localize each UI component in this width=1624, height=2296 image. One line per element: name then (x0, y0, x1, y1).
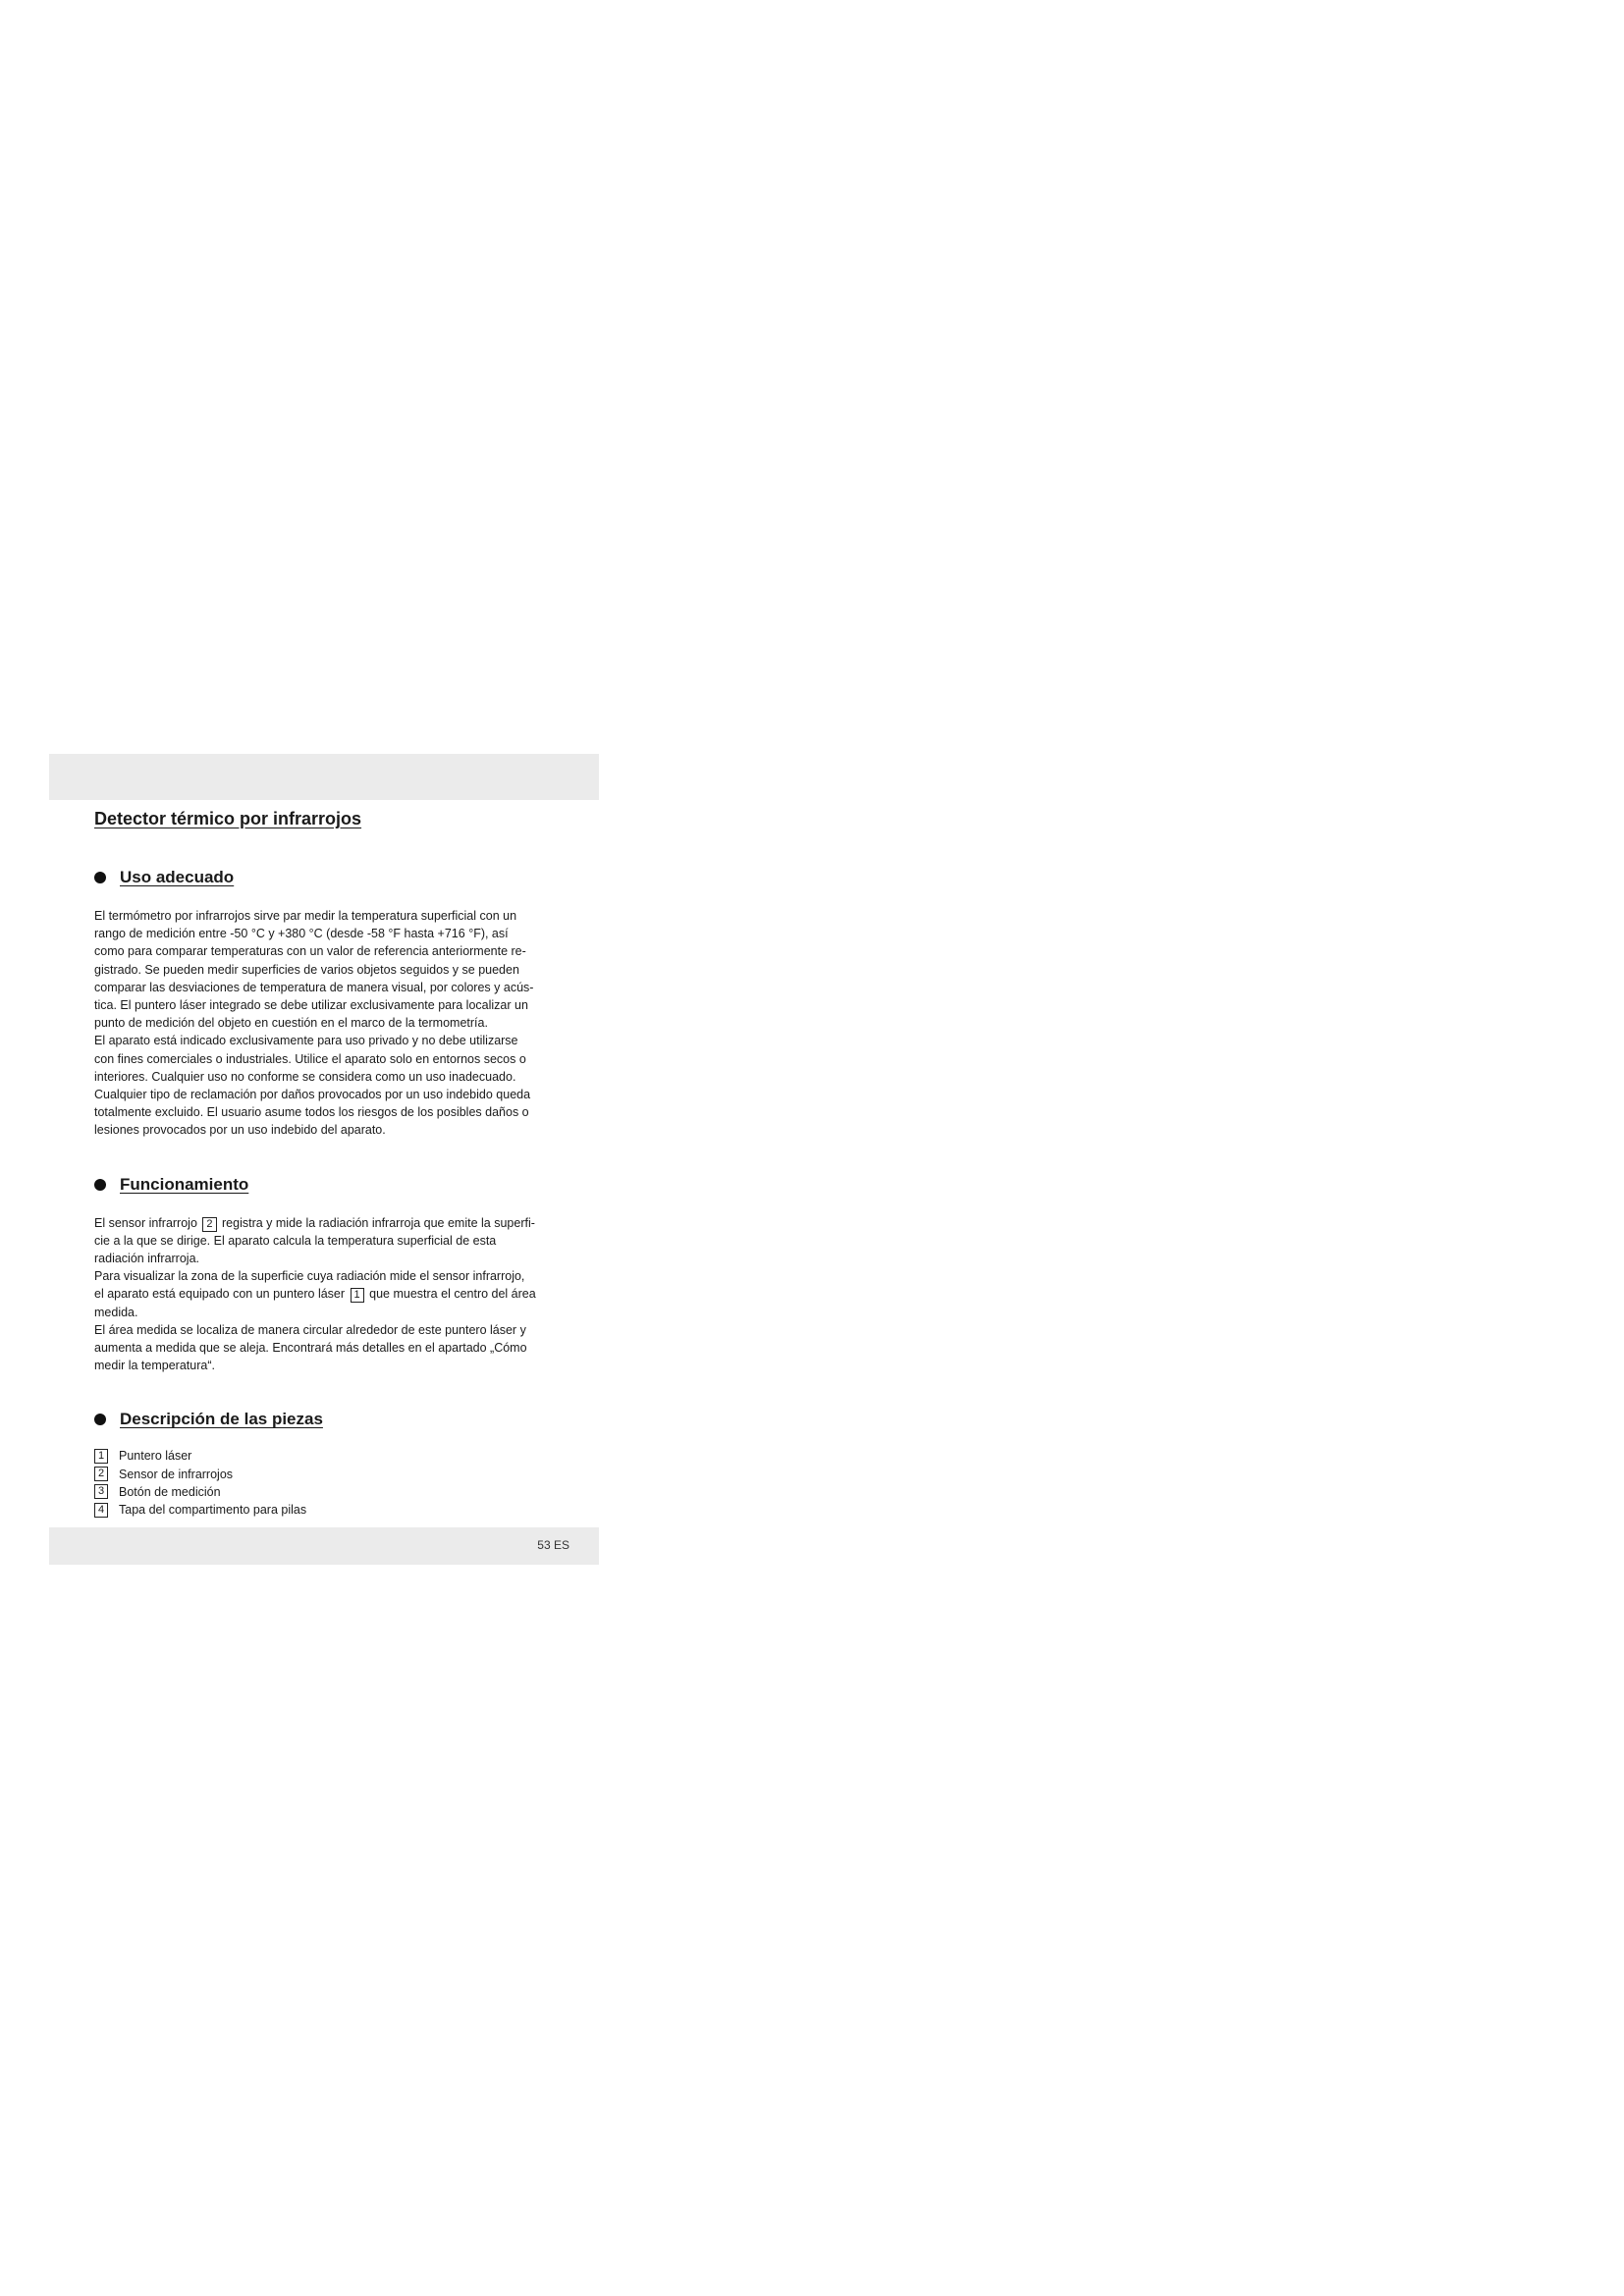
part-reference-box: 2 (202, 1217, 216, 1232)
section-heading (94, 1408, 556, 1431)
text-fragment: El sensor infrarrojo (94, 1215, 197, 1230)
text-line: aumenta a medida que se aleja. Encontrará más detalles en el apartado „Cómo (94, 1341, 527, 1356)
list-item (94, 1466, 556, 1483)
part-number-box: 3 (94, 1484, 108, 1499)
text-line: cie a la que se dirige. El aparato calcula la temperatura superficial de esta (94, 1233, 497, 1248)
uso-paragraph (94, 907, 556, 1140)
text-line: Para visualizar la zona de la superficie cuya radiación mide el sensor infrarrojo, (94, 1269, 525, 1284)
page-number: 53 ES (537, 1538, 569, 1552)
list-item (94, 1447, 556, 1465)
text-line: Cualquier tipo de reclamación por daños provocados por un uso indebido queda (94, 1088, 531, 1102)
part-reference-box: 1 (351, 1288, 364, 1303)
text-line: El termómetro por infrarrojos sirve par medir la temperatura superficial con un (94, 909, 517, 923)
text-line: punto de medición del objeto en cuestión en el marco de la termometría. (94, 1016, 488, 1031)
text-line: medida. (94, 1305, 138, 1319)
section-uso-adecuado (94, 866, 556, 1140)
funcionamiento-paragraph (94, 1214, 556, 1375)
text-fragment: el aparato está equipado con un puntero láser (94, 1287, 346, 1302)
section-heading-text: Funcionamiento (120, 1174, 249, 1194)
text-line: totalmente excluido. El usuario asume todos los riesgos de los posibles daños o (94, 1105, 529, 1120)
text-line: medir la temperatura“. (94, 1359, 215, 1373)
section-heading (94, 866, 556, 889)
bullet-icon (94, 1414, 106, 1425)
bullet-icon (94, 872, 106, 883)
bullet-icon (94, 1179, 106, 1191)
text-fragment: que muestra el centro del área (369, 1287, 536, 1302)
text-line: lesiones provocados por un uso indebido del aparato. (94, 1123, 386, 1138)
section-funcionamiento (94, 1173, 556, 1375)
text-line: con fines comerciales o industriales. Utilice el aparato solo en entornos secos o (94, 1051, 526, 1066)
text-line (94, 1214, 556, 1232)
parts-list (94, 1447, 556, 1519)
list-item (94, 1501, 556, 1519)
list-item (94, 1483, 556, 1501)
text-line: El área medida se localiza de manera circular alrededor de este puntero láser y (94, 1322, 526, 1337)
text-line: gistrado. Se pueden medir superficies de varios objetos seguidos y se pueden (94, 962, 519, 977)
part-number-box: 4 (94, 1503, 108, 1518)
part-label: Botón de medición (119, 1484, 221, 1499)
document-title: Detector térmico por infrarrojos (94, 809, 362, 828)
section-heading-text: Descripción de las piezas (120, 1410, 323, 1429)
part-number-box: 1 (94, 1449, 108, 1464)
section-descripcion-piezas (94, 1408, 556, 1519)
text-line: rango de medición entre -50 °C y +380 °C (desde -58 °F hasta +716 °F), así (94, 927, 509, 941)
section-heading-text: Uso adecuado (120, 868, 235, 886)
part-label: Sensor de infrarrojos (119, 1467, 234, 1481)
part-label: Tapa del compartimento para pilas (119, 1503, 307, 1518)
text-line: radiación infrarroja. (94, 1252, 199, 1266)
part-label: Puntero láser (119, 1449, 192, 1464)
header-band (49, 754, 599, 800)
footer-band (49, 1527, 599, 1565)
section-heading (94, 1173, 556, 1197)
text-line (94, 1285, 556, 1303)
page-content (94, 807, 556, 1519)
text-line: como para comparar temperaturas con un valor de referencia anteriormente re- (94, 944, 526, 959)
part-number-box: 2 (94, 1467, 108, 1481)
text-line: comparar las desviaciones de temperatura de manera visual, por colores y acús- (94, 980, 534, 994)
text-line: interiores. Cualquier uso no conforme se considera como un uso inadecuado. (94, 1069, 516, 1084)
text-fragment: registra y mide la radiación infrarroja que emite la superfi- (222, 1215, 535, 1230)
text-line: tica. El puntero láser integrado se debe utilizar exclusivamente para localizar un (94, 998, 528, 1013)
text-line: El aparato está indicado exclusivamente para uso privado y no debe utilizarse (94, 1034, 518, 1048)
